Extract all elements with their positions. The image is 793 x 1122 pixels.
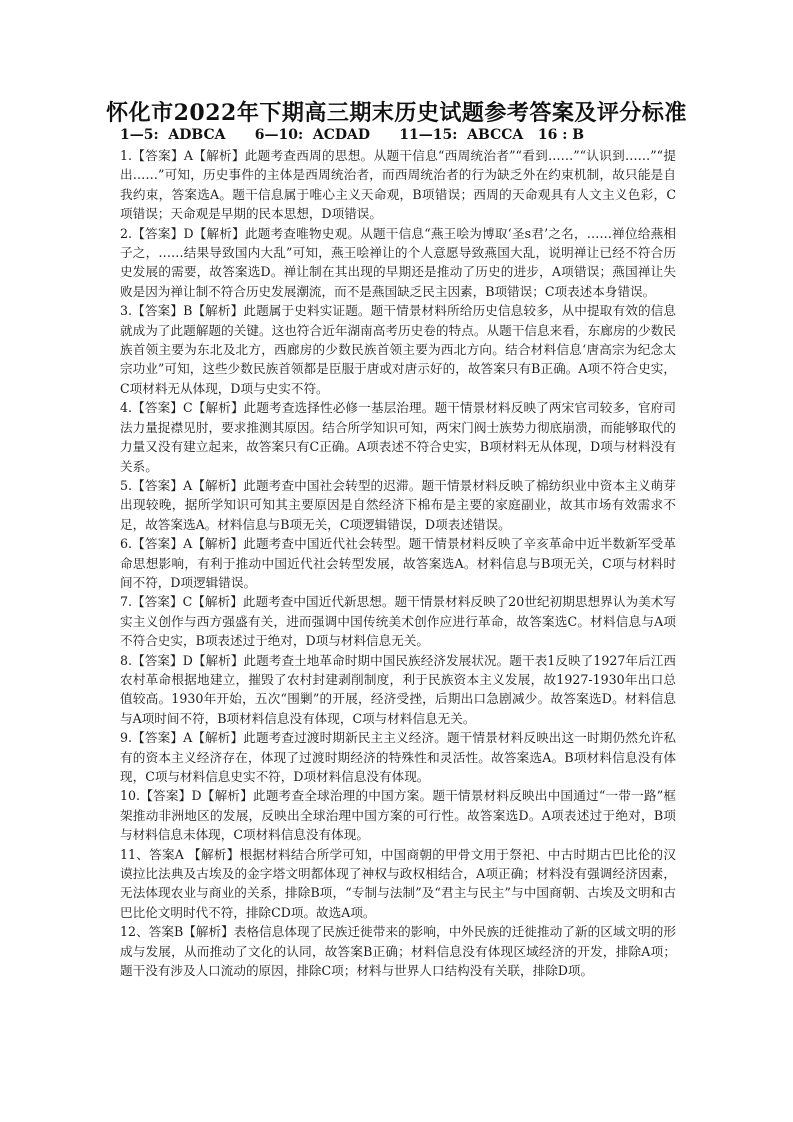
document-title: 怀化市2022年下期高三期末历史试题参考答案及评分标准 xyxy=(106,100,687,126)
answer-item-4: 4.【答案】C【解析】此题考查选择性必修一基层治理。题干情景材料反映了两宋官司较多，官府司法力量捉襟见肘，要求推测其原因。结合所学知识可知，两宋门阀士族势力彻底崩溃，而能够取代的力量又没有建立起来，故答案只有C正确。A项表述不符合史实，B项材料无从体现，D项与材料没有关系。 xyxy=(120,400,676,474)
answer-item-7: 7.【答案】C【解析】此题考查中国近代新思想。题干情景材料反映了20世纪初期思想界认为美术写实主义创作与西方强盛有关，进而强调中国传统美术创作应进行革命，故答案选C。材料信息与A项不符合史实，B项表述过于绝对，D项与材料信息无关。 xyxy=(120,594,676,649)
answer-item-11: 11、答案A 【解析】根据材料结合所学可知，中国商朝的甲骨文用于祭祀、中古时期古巴比伦的汉谟拉比法典及古埃及的金字塔文明都体现了神权与政权相结合，A项正确；材料没有强调经济因素，无法体现农业与商业的关系，排除B项，“专制与法制”及“君主与民主”与中国商朝、古埃及文明和古巴比伦文明时代不符，排除CD项。故选A项。 xyxy=(120,846,676,920)
answer-item-2: 2.【答案】D【解析】此题考查唯物史观。从题干信息“燕王哙为博取‘圣s君’之名，……禅位给燕相子之，……结果导致国内大乱”可知，燕王哙禅让的个人意愿导致燕国大乱，说明禅让已经不符合历史发展的需要，故答案选D。禅让制在其出现的早期还是推动了历史的进步，A项错误；燕国禅让失败是因为禅让制不符合历史发展潮流，而不是燕国缺乏民主因素，B项错误；C项表述本身错误。 xyxy=(120,225,676,299)
answer-item-10: 10.【答案】D【解析】此题考查全球治理的中国方案。题干情景材料反映出中国通过“一带一路”框架推动非洲地区的发展，反映出全球治理中国方案的可行性。故答案选D。A项表述过于绝对，B项与材料信息未体现，C项材料信息没有体现。 xyxy=(120,788,676,843)
answer-item-8: 8.【答案】D【解析】此题考查土地革命时期中国民族经济发展状况。题干表1反映了1927年后江西农村革命根据地建立，摧毁了农村封建剥削制度，利于民族资本主义发展，故1927-1930年出口总值较高。1930年开始，五次“围剿”的开展，经济受挫，后期出口急剧减少。故答案选D。材料信息与A项时间不符，B项材料信息没有体现，C项与材料信息无关。 xyxy=(120,652,676,726)
answer-explanations xyxy=(120,146,676,980)
answer-item-1: 1.【答案】A【解析】此题考查西周的思想。从题干信息“西周统治者”“看到……”“认识到……”“提出……”可知，历史事件的主体是西周统治者，而西周统治者的行为缺乏外在约束机制，故只能是自我约束，答案选A。题干信息属于唯心主义天命观，B项错误；西周的天命观具有人文主义色彩，C项错误；天命观是早期的民本思想，D项错误。 xyxy=(120,148,676,222)
answer-item-3: 3.【答案】B【解析】此题属于史料实证题。题干情景材料所给历史信息较多，从中提取有效的信息就成为了此题解题的关键。这也符合近年湖南高考历史卷的特点。从题干信息来看，东廊房的少数民族首领主要为东北及北方，西廊房的少数民族首领主要为西北方向。结合材料信息‘唐高宗为纪念太宗功业”可知，这些少数民族首领都是臣服于唐或对唐示好的，故答案只有B正确。A项不符合史实，C项材料无从体现，D项与史实不符。 xyxy=(120,303,676,396)
answer-item-12: 12、答案B【解析】表格信息体现了民族迁徙带来的影响，中外民族的迁徙推动了新的区域文明的形成与发展，从而推动了文化的认同，故答案B正确；材料信息没有体现区域经济的开发，排除A项；题干没有涉及人口流动的原因，排除C项；材料与世界人口结构没有关联，排除D项。 xyxy=(120,924,676,979)
answer-item-5: 5.【答案】A【解析】此题考查中国社会转型的迟滞。题干情景材料反映了棉纺织业中资本主义萌芽出现较晚，据所学知识可知其主要原因是自然经济下棉布是主要的家庭副业，故其市场有效需求不足，故答案选A。材料信息与B项无关，C项逻辑错误，D项表述错误。 xyxy=(120,477,676,532)
answer-item-6: 6.【答案】A【解析】此题考查中国近代社会转型。题干情景材料反映了辛亥革命中近半数新军受革命思想影响，有利于推动中国近代社会转型发展，故答案选A。材料信息与B项无关，C项与材料时间不符，D项逻辑错误。 xyxy=(120,536,676,590)
answer-key-summary: 1—5: ADBCA 6—10: ACDAD 11—15: ABCCA 16 : B xyxy=(120,127,585,143)
answer-item-9: 9.【答案】A【解析】此题考查过渡时期新民主主义经济。题干情景材料反映出这一时期仍然允许私有的资本主义经济存在，体现了过渡时期经济的特殊性和灵活性。故答案选A。B项材料信息没有体现，C项与材料信息史实不符，D项材料信息没有体现。 xyxy=(120,730,676,784)
